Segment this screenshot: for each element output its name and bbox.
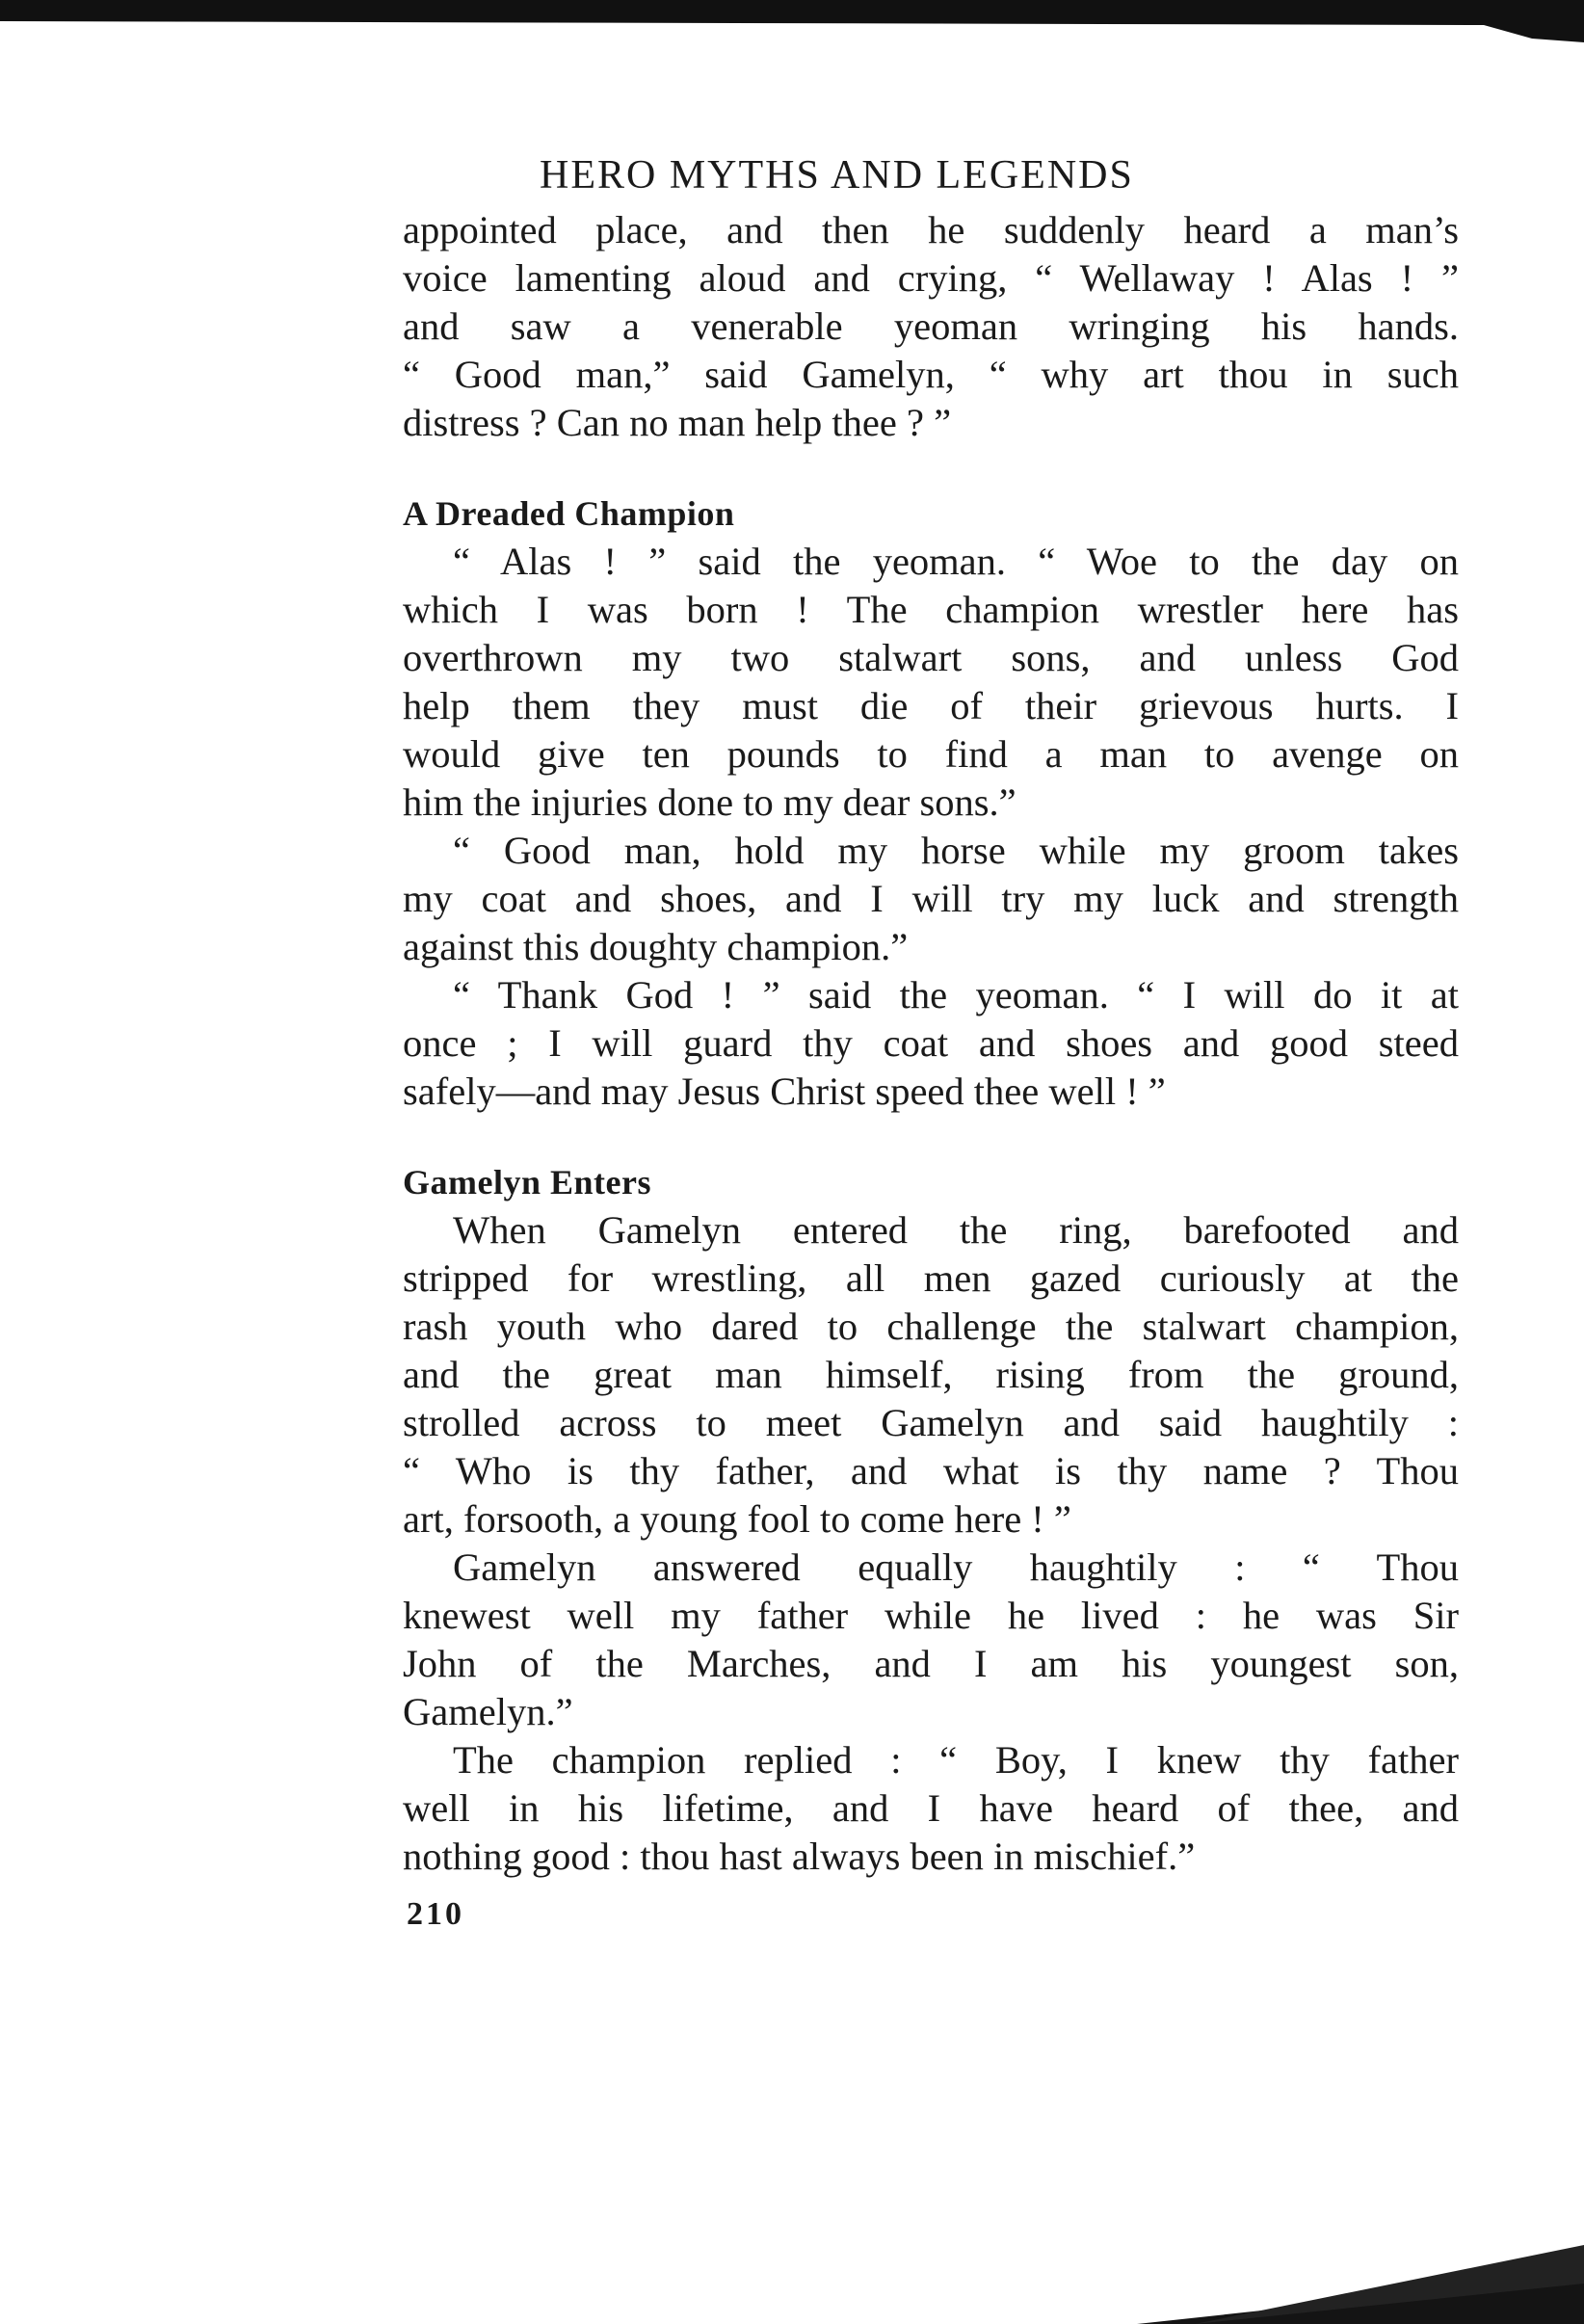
text-line: overthrown my two stalwart sons, and unless God — [403, 636, 1459, 679]
page-number: 210 — [407, 1896, 464, 1932]
section-heading-gamelyn-enters: Gamelyn Enters — [403, 1163, 651, 1202]
text-line: him the injuries done to my dear sons.” — [403, 780, 1016, 824]
scan-edge-top — [0, 0, 1584, 42]
text-line: strolled across to meet Gamelyn and said haughtily : — [403, 1401, 1459, 1444]
text-line: which I was born ! The champion wrestler here has — [403, 588, 1459, 631]
paragraph-7 — [403, 1736, 1459, 1881]
text-line: “ Good man,” said Gamelyn, “ why art thou in such — [403, 353, 1459, 396]
paragraph-3 — [403, 827, 1459, 971]
scan-edge-bottom — [1137, 2187, 1584, 2324]
text-line: “ Who is thy father, and what is thy name ? Thou — [403, 1449, 1459, 1492]
text-line: and saw a venerable yeoman wringing his hands. — [403, 304, 1459, 348]
text-line: “ Good man, hold my horse while my groom takes — [453, 829, 1459, 872]
paragraph-4 — [403, 971, 1459, 1116]
text-line: once ; I will guard thy coat and shoes and good steed — [403, 1021, 1459, 1065]
text-line: Gamelyn answered equally haughtily : “ Thou — [453, 1545, 1459, 1589]
text-line: stripped for wrestling, all men gazed curiously at the — [403, 1256, 1459, 1300]
running-head: HERO MYTHS AND LEGENDS — [540, 153, 1134, 198]
text-line: art, forsooth, a young fool to come here ! ” — [403, 1497, 1071, 1541]
text-line: would give ten pounds to find a man to avenge on — [403, 732, 1459, 776]
text-line: help them they must die of their grievous hurts. I — [403, 684, 1459, 727]
body-text — [403, 206, 1459, 1881]
text-line: rash youth who dared to challenge the stalwart champion, — [403, 1305, 1459, 1348]
text-line: knewest well my father while he lived : he was Sir — [403, 1594, 1459, 1637]
text-line: distress ? Can no man help thee ? ” — [403, 401, 952, 444]
text-line: The champion replied : “ Boy, I knew thy father — [453, 1738, 1459, 1782]
text-line: well in his lifetime, and I have heard of thee, and — [403, 1786, 1459, 1830]
text-line: my coat and shoes, and I will try my luck and strength — [403, 877, 1459, 920]
section-heading-dreaded-champion: A Dreaded Champion — [403, 494, 735, 533]
paragraph-2 — [403, 538, 1459, 827]
text-line: John of the Marches, and I am his youngest son, — [403, 1642, 1459, 1685]
text-line: “ Alas ! ” said the yeoman. “ Woe to the day on — [453, 540, 1459, 583]
text-line: against this doughty champion.” — [403, 925, 909, 968]
text-line: “ Thank God ! ” said the yeoman. “ I will do it at — [453, 973, 1459, 1017]
text-line: voice lamenting aloud and crying, “ Wellaway ! Alas ! ” — [403, 256, 1459, 300]
text-line: safely—and may Jesus Christ speed thee well ! ” — [403, 1070, 1166, 1113]
text-line: and the great man himself, rising from the ground, — [403, 1353, 1459, 1396]
text-line: When Gamelyn entered the ring, barefooted and — [453, 1208, 1459, 1252]
paragraph-6 — [403, 1544, 1459, 1736]
text-line: nothing good : thou hast always been in mischief.” — [403, 1835, 1196, 1878]
text-line: appointed place, and then he suddenly heard a man’s — [403, 208, 1459, 251]
text-line: Gamelyn.” — [403, 1690, 573, 1733]
paragraph-5 — [403, 1206, 1459, 1544]
paragraph-1 — [403, 206, 1459, 447]
